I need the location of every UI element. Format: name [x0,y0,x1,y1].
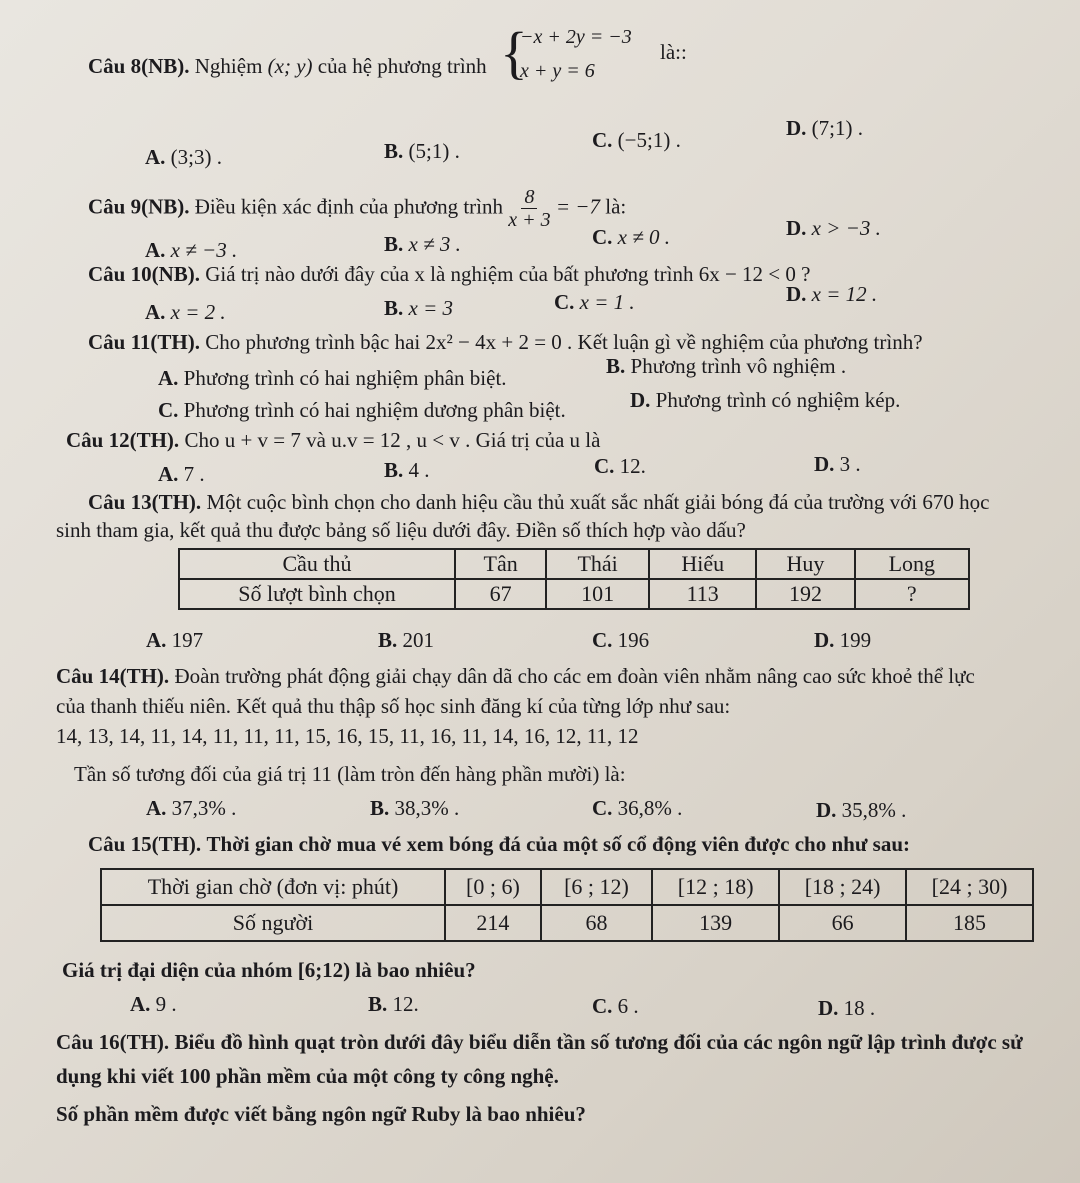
option-a [145,238,237,263]
option-letter: B. [384,296,404,320]
option-letter: A. [145,145,166,169]
option-d [786,116,863,141]
option-letter: C. [592,628,613,652]
question-label: Câu 16(TH). [56,1030,170,1054]
denominator: x + 3 [508,209,551,231]
table-cell: [18 ; 24) [779,869,906,905]
option-text: 7 . [183,462,205,486]
question-label: Câu 8(NB). [88,54,190,78]
question-tail: là: [605,194,627,219]
question-text: Biểu đồ hình quạt tròn dưới đây biểu diễn tần số tương đối của các ngôn ngữ lập trình được sử [174,1030,1023,1054]
question-text: Cho phương trình bậc hai 2x² − 4x + 2 = 0 . Kết luận gì về nghiệm của phương trình? [205,330,923,354]
question-label: Câu 11(TH). [88,330,201,354]
option-b [606,354,846,379]
option-text: 9 . [155,992,177,1016]
question-8 [88,54,487,79]
option-letter: A. [158,462,179,486]
option-d [630,388,900,413]
option-text: (7;1) . [811,116,863,140]
table-cell: 214 [445,905,541,941]
option-text: x = 12 . [811,282,878,306]
option-letter: C. [594,454,615,478]
option-c [158,398,566,423]
option-c [592,225,670,250]
question-label: Câu 9(NB). [88,194,190,219]
option-letter: D. [630,388,651,412]
option-a [130,992,177,1017]
option-text: (−5;1) . [617,128,681,152]
option-a [158,462,205,487]
option-text: x = 3 [408,296,454,320]
table-cell: Tân [455,549,546,579]
table-cell: Cầu thủ [179,549,455,579]
option-d [814,452,861,477]
question-13 [88,490,989,515]
option-text: x > −3 . [811,216,881,240]
question-text: Thời gian chờ mua vé xem bóng đá của một số cổ động viên được cho như sau: [206,832,911,856]
question-text-line: Giá trị đại diện của nhóm [6;12) là bao nhiêu? [62,958,476,982]
option-text: Phương trình vô nghiệm . [630,354,847,378]
question-label: Câu 10(NB). [88,262,201,286]
option-d [816,798,906,823]
option-text: x = 2 . [170,300,226,324]
option-a [145,300,226,325]
question-text-line: sinh tham gia, kết quả thu được bảng số liệu dưới đây. Điền số thích hợp vào dấu? [56,518,746,542]
option-letter: A. [130,992,151,1016]
option-a [146,628,203,653]
option-text: 4 . [408,458,430,482]
table-cell: [6 ; 12) [541,869,652,905]
table-cell: Số lượt bình chọn [179,579,455,609]
option-letter: B. [370,796,390,820]
question-14 [56,664,975,689]
option-text: Phương trình có hai nghiệm dương phân biệt. [183,398,566,422]
option-text: (3;3) . [170,145,222,169]
option-b [384,139,460,164]
question-text-line: Số phần mềm được viết bằng ngôn ngữ Ruby là bao nhiêu? [56,1102,586,1126]
option-d [786,216,881,241]
table-cell: 68 [541,905,652,941]
table-row [179,579,969,609]
equation-2: x + y = 6 [520,60,595,82]
table-cell: Long [855,549,969,579]
option-text: 197 [171,628,204,652]
question-label: Câu 12(TH). [66,428,180,452]
wait-time-table [100,868,1034,942]
table-row [179,549,969,579]
question-text: của hệ phương trình [317,54,487,78]
table-row [101,905,1033,941]
option-letter: A. [158,366,179,390]
table-cell: Thái [546,549,649,579]
option-text: Phương trình có nghiệm kép. [655,388,901,412]
option-text: x ≠ −3 . [170,238,238,262]
question-label: Câu 14(TH). [56,664,170,688]
question-text: Một cuộc bình chọn cho danh hiệu cầu thủ xuất sắc nhất giải bóng đá của trường với 670 học [206,490,990,514]
data-list: 14, 13, 14, 11, 14, 11, 11, 11, 15, 16, 15, 11, 16, 11, 14, 16, 12, 11, 12 [56,724,639,748]
option-c [592,628,649,653]
option-b [368,992,419,1017]
table-cell: Thời gian chờ (đơn vị: phút) [101,869,445,905]
system-brace: { [500,20,528,85]
option-letter: D. [814,628,835,652]
option-b [370,796,459,821]
table-cell: [24 ; 30) [906,869,1033,905]
option-letter: C. [554,290,575,314]
option-text: 3 . [839,452,861,476]
option-text: 199 [839,628,872,652]
question-10 [88,262,810,287]
option-text: 12. [619,454,646,478]
option-b [384,232,461,257]
option-d [786,282,877,307]
question-tail: là:: [660,40,687,64]
question-text-line: Tần số tương đối của giá trị 11 (làm tròn đến hàng phần mười) là: [74,762,626,786]
option-letter: A. [145,238,166,262]
option-letter: C. [158,398,179,422]
question-12 [66,428,600,453]
option-c [592,796,682,821]
table-cell: ? [855,579,969,609]
question-text: Đoàn trường phát động giải chạy dân dã cho các em đoàn viên nhằm nâng cao sức khoẻ thể lực [174,664,975,688]
question-text-line: dụng khi viết 100 phần mềm của một công ty công nghệ. [56,1064,559,1088]
option-d [814,628,871,653]
question-label: Câu 15(TH). [88,832,202,856]
option-a [158,366,507,391]
option-letter: A. [146,796,167,820]
table-cell: [0 ; 6) [445,869,541,905]
option-text: 201 [402,628,435,652]
table-cell: Huy [756,549,854,579]
table-cell: 66 [779,905,906,941]
question-text: Giá trị nào dưới đây của x là nghiệm của bất phương trình 6x − 12 < 0 ? [205,262,811,286]
table-row [101,869,1033,905]
table-cell: 185 [906,905,1033,941]
option-text: 196 [617,628,650,652]
question-text: Điều kiện xác định của phương trình [194,194,504,219]
table-cell: 113 [649,579,756,609]
question-15 [88,832,910,857]
option-text: 38,3% . [394,796,460,820]
option-text: 36,8% . [617,796,683,820]
table-cell: 67 [455,579,546,609]
option-letter: B. [606,354,626,378]
question-text: Cho u + v = 7 và u.v = 12 , u < v . Giá trị của u là [184,428,601,452]
math-expression: (x; y) [267,54,313,78]
option-c [554,290,635,315]
numerator: 8 [521,186,537,209]
question-16 [56,1030,1023,1055]
table-cell: 192 [756,579,854,609]
option-letter: A. [146,628,167,652]
option-text: 37,3% . [171,796,237,820]
option-letter: C. [592,796,613,820]
option-b [384,458,430,483]
option-text: 12. [392,992,419,1016]
votes-table [178,548,970,610]
option-letter: D. [816,798,837,822]
option-text: x = 1 . [579,290,635,314]
option-text: 35,8% . [841,798,907,822]
equation-1: −x + 2y = −3 [520,26,632,48]
option-letter: C. [592,225,613,249]
option-letter: B. [384,458,404,482]
option-letter: D. [786,216,807,240]
table-cell: Số người [101,905,445,941]
option-letter: D. [786,116,807,140]
option-letter: B. [384,232,404,256]
option-c [592,994,639,1019]
table-cell: Hiếu [649,549,756,579]
option-text: 18 . [843,996,876,1020]
option-letter: D. [786,282,807,306]
option-letter: D. [814,452,835,476]
fraction [508,186,550,231]
option-d [818,996,875,1021]
option-letter: D. [818,996,839,1020]
question-text: Nghiệm [194,54,263,78]
option-text: x ≠ 0 . [617,225,671,249]
question-text-line: của thanh thiếu niên. Kết quả thu thập số học sinh đăng kí của từng lớp như sau: [56,694,731,718]
option-letter: A. [145,300,166,324]
table-cell: [12 ; 18) [652,869,779,905]
option-text: (5;1) . [408,139,460,163]
option-a [145,145,222,170]
table-cell: 139 [652,905,779,941]
question-label: Câu 13(TH). [88,490,202,514]
option-letter: C. [592,128,613,152]
option-letter: C. [592,994,613,1018]
option-c [594,454,646,479]
option-b [384,296,453,321]
option-text: x ≠ 3 . [408,232,461,256]
option-text: 6 . [617,994,639,1018]
option-letter: B. [384,139,404,163]
option-letter: B. [368,992,388,1016]
question-9 [88,186,626,231]
option-a [146,796,236,821]
option-c [592,128,681,153]
question-11 [88,330,923,355]
equation-rhs: = −7 [555,194,600,219]
table-cell: 101 [546,579,649,609]
option-b [378,628,434,653]
option-letter: B. [378,628,398,652]
option-text: Phương trình có hai nghiệm phân biệt. [183,366,507,390]
